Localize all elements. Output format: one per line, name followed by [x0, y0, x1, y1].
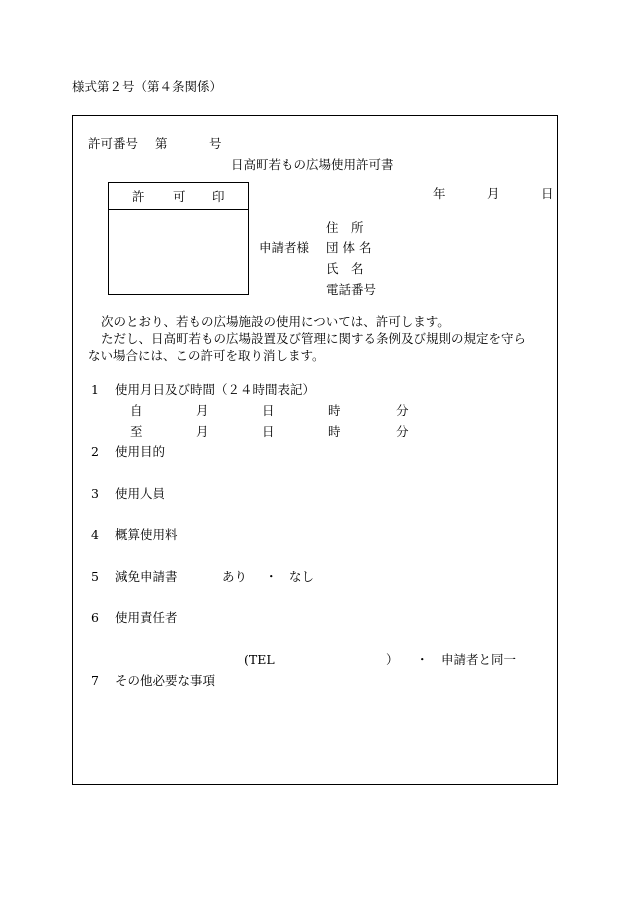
- permit-number-label: 許可番号: [88, 136, 139, 151]
- permit-number-dai: 第: [155, 136, 168, 151]
- item-3-label: 使用人員: [115, 486, 166, 501]
- item-2-number: 2: [91, 444, 99, 459]
- permit-number-go: 号: [209, 136, 222, 151]
- item-3-number: 3: [91, 486, 99, 501]
- to-row-month: 月: [196, 424, 209, 439]
- from-row-hour: 時: [328, 403, 341, 418]
- date-day: 日: [541, 186, 554, 201]
- applicant-address-label: 住 所: [326, 220, 364, 235]
- item-5-option-no: なし: [289, 569, 315, 584]
- from-row-start: 自: [130, 403, 143, 418]
- same-as-applicant: 申請者と同一: [441, 652, 517, 667]
- stamp-char-2: 可: [173, 189, 186, 204]
- item-5-label: 減免申請書: [115, 569, 178, 584]
- body-line-2: ただし、日高町若もの広場設置及び管理に関する条例及び規則の規定を守ら: [101, 331, 527, 346]
- from-row-month: 月: [196, 403, 209, 418]
- applicant-group-label: 団 体 名: [326, 240, 372, 255]
- stamp-box-header: [109, 183, 248, 210]
- to-row-day: 日: [262, 424, 275, 439]
- item-7-label: その他必要な事項: [115, 673, 216, 688]
- tel-close: ）: [386, 652, 399, 667]
- to-row-minute: 分: [396, 424, 409, 439]
- to-row-start: 至: [130, 424, 143, 439]
- applicant-label: 申請者様: [259, 240, 310, 255]
- item-7-number: 7: [91, 673, 99, 688]
- to-row-hour: 時: [328, 424, 341, 439]
- item-1-label: 使用月日及び時間（２４時間表記）: [115, 382, 316, 397]
- stamp-char-3: 印: [212, 189, 225, 204]
- item-5-number: 5: [91, 569, 99, 584]
- item-6-number: 6: [91, 610, 99, 625]
- tel-separator: ・: [416, 652, 429, 667]
- date-month: 月: [487, 186, 500, 201]
- form-label: 様式第２号（第４条関係）: [72, 79, 223, 94]
- tel-open: (TEL: [244, 652, 275, 667]
- item-5-option-yes: あり: [222, 569, 248, 584]
- date-year: 年: [433, 186, 446, 201]
- from-row-minute: 分: [396, 403, 409, 418]
- item-4-label: 概算使用料: [115, 527, 178, 542]
- body-line-1: 次のとおり、若もの広場施設の使用については、許可します。: [101, 314, 450, 329]
- item-6-label: 使用責任者: [115, 610, 178, 625]
- applicant-phone-label: 電話番号: [326, 282, 377, 297]
- item-1-number: 1: [91, 382, 99, 397]
- body-line-3: ない場合には、この許可を取り消します。: [88, 348, 325, 363]
- stamp-char-1: 許: [132, 189, 145, 204]
- item-2-label: 使用目的: [115, 444, 166, 459]
- item-5-separator: ・: [265, 569, 278, 584]
- document-title: 日高町若もの広場使用許可書: [231, 157, 394, 172]
- from-row-day: 日: [262, 403, 275, 418]
- permit-stamp-box: [108, 182, 249, 295]
- applicant-name-label: 氏 名: [326, 261, 364, 276]
- item-4-number: 4: [91, 527, 99, 542]
